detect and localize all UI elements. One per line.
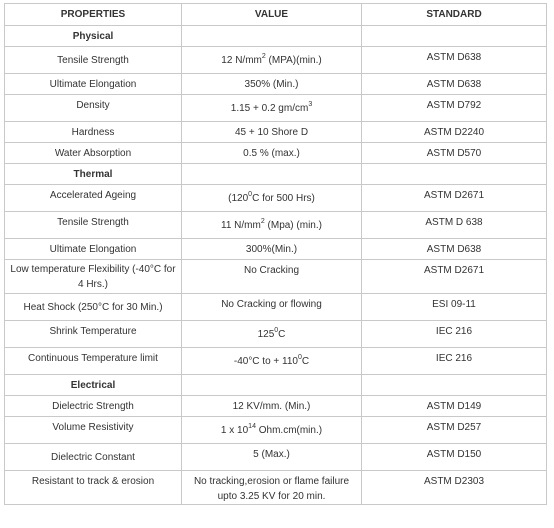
table-row [5, 471, 547, 505]
property-cell: Low temperature Flexibility (-40°C for 4 Hrs.) [5, 260, 182, 294]
value-cell: $125^0C$ [182, 321, 362, 348]
value-cell: 0.5 % (max.) [182, 143, 362, 164]
property-cell: Continuous Temperature limit [5, 348, 182, 375]
property-cell: Tensile Strength [5, 47, 182, 74]
table-row [5, 185, 547, 212]
property-cell: Resistant to track & erosion [5, 471, 182, 505]
value-cell: 45 + 10 Shore D [182, 122, 362, 143]
property-cell: Volume Resistivity [5, 417, 182, 444]
property-cell: Density [5, 95, 182, 122]
table-row [5, 321, 547, 348]
property-cell: Hardness [5, 122, 182, 143]
section-row-thermal [5, 164, 547, 185]
property-cell: Accelerated Ageing [5, 185, 182, 212]
property-cell: Heat Shock (250°C for 30 Min.) [5, 294, 182, 321]
property-cell: Dielectric Strength [5, 396, 182, 417]
table-row [5, 143, 547, 164]
standard-cell: ASTM D638 [362, 239, 547, 260]
property-cell: Dielectric Constant [5, 444, 182, 471]
table-row [5, 239, 547, 260]
property-cell: Ultimate Elongation [5, 239, 182, 260]
table-row [5, 417, 547, 444]
value-cell: 350% (Min.) [182, 74, 362, 95]
standard-cell: ASTM D2303 [362, 471, 547, 505]
section-title: Thermal [5, 164, 182, 185]
table-row [5, 212, 547, 239]
property-cell: Tensile Strength [5, 212, 182, 239]
table-row [5, 122, 547, 143]
value-cell: 5 (Max.) [182, 444, 362, 471]
value-cell: 1 x $10^{14}$ Ohm.cm(min.) [182, 417, 362, 444]
header-standard: STANDARD [362, 4, 547, 26]
value-cell: 1.15 + 0.2 $gm/cm^3$ [182, 95, 362, 122]
value-cell: ($120^0C$ for 500 Hrs) [182, 185, 362, 212]
standard-cell: IEC 216 [362, 321, 547, 348]
standard-cell: ASTM D570 [362, 143, 547, 164]
table-row [5, 95, 547, 122]
standard-cell: ASTM D 638 [362, 212, 547, 239]
standard-cell: ASTM D2240 [362, 122, 547, 143]
standard-cell: ASTM D638 [362, 47, 547, 74]
standard-cell: IEC 216 [362, 348, 547, 375]
properties-table [4, 3, 547, 505]
value-cell: No Cracking or flowing [182, 294, 362, 321]
table-row [5, 396, 547, 417]
value-cell: No Cracking [182, 260, 362, 294]
table-row [5, 260, 547, 294]
table-row [5, 444, 547, 471]
value-cell: 300%(Min.) [182, 239, 362, 260]
property-cell: Water Absorption [5, 143, 182, 164]
header-value: VALUE [182, 4, 362, 26]
standard-cell: ASTM D149 [362, 396, 547, 417]
standard-cell: ASTM D792 [362, 95, 547, 122]
value-cell: 12 KV/mm. (Min.) [182, 396, 362, 417]
section-title: Electrical [5, 375, 182, 396]
table-row [5, 47, 547, 74]
section-title: Physical [5, 26, 182, 47]
standard-cell: ASTM D2671 [362, 185, 547, 212]
table-row [5, 294, 547, 321]
standard-cell: ASTM D2671 [362, 260, 547, 294]
standard-cell: ASTM D257 [362, 417, 547, 444]
property-cell: Ultimate Elongation [5, 74, 182, 95]
value-cell: No tracking,erosion or flame failure upto 3.25 KV for 20 min. [182, 471, 362, 505]
value-cell: 11 $N/mm^2$ (Mpa) (min.) [182, 212, 362, 239]
property-cell: Shrink Temperature [5, 321, 182, 348]
table-row [5, 348, 547, 375]
standard-cell: ESI 09-11 [362, 294, 547, 321]
table-row [5, 74, 547, 95]
standard-cell: ASTM D638 [362, 74, 547, 95]
header-properties: PROPERTIES [5, 4, 182, 26]
section-row-electrical [5, 375, 547, 396]
value-cell: 12 $N/mm^2$ (MPA)(min.) [182, 47, 362, 74]
value-cell: -40°C to + $110^0C$ [182, 348, 362, 375]
section-row-physical [5, 26, 547, 47]
standard-cell: ASTM D150 [362, 444, 547, 471]
table-header-row [5, 4, 547, 26]
